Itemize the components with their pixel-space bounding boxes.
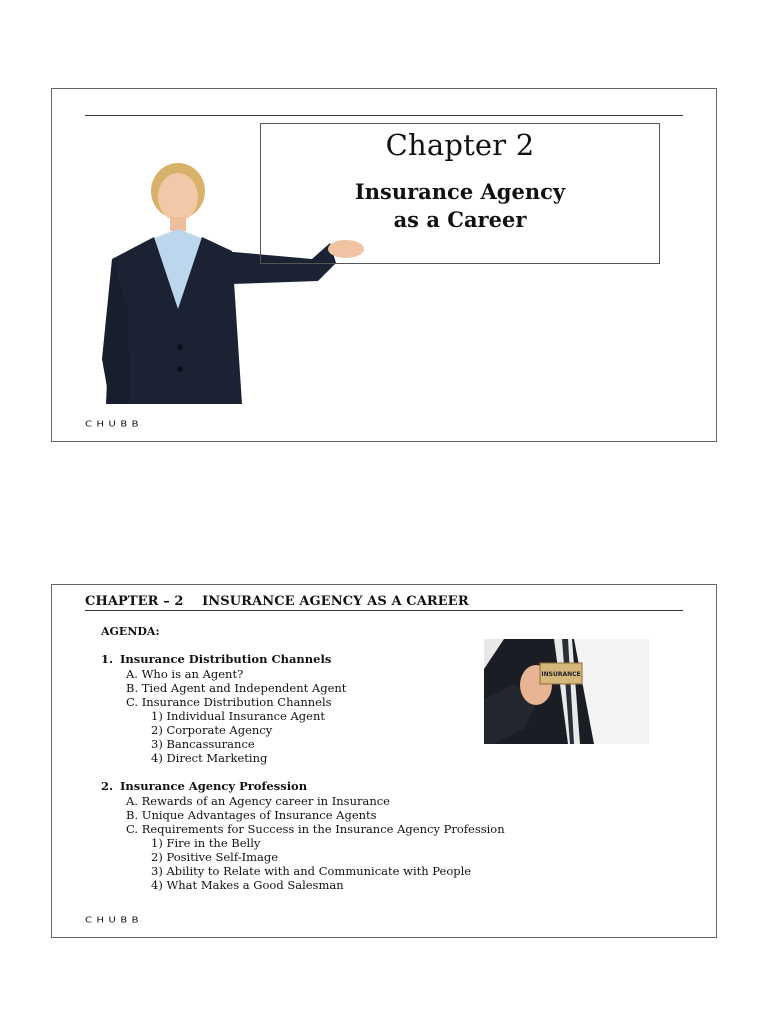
agenda-subsubitem: 4) Direct Marketing <box>151 751 268 765</box>
header-rule <box>85 610 683 611</box>
chapter-title: Chapter 2 <box>385 128 535 162</box>
chapter-subtitle-line-1: Insurance Agency <box>354 179 566 204</box>
header-rule <box>85 115 683 116</box>
chubb-logo: CHUBB <box>85 916 144 925</box>
card-text: INSURANCE <box>541 671 581 678</box>
agenda-subitem: A. Rewards of an Agency career in Insurance <box>126 794 390 808</box>
chapter-subtitle-line-2: as a Career <box>393 207 527 232</box>
agenda-subitem: C. Insurance Distribution Channels <box>126 695 332 709</box>
slide-header: CHAPTER – 2 INSURANCE AGENCY AS A CAREER <box>85 594 469 609</box>
agenda-subsubitem: 3) Bancassurance <box>151 737 255 751</box>
agenda-number: 2. <box>101 779 114 793</box>
chapter-title-box <box>260 123 660 264</box>
agenda-text: Insurance Agency Profession <box>120 779 308 793</box>
agenda-subitem: C. Requirements for Success in the Insurance Agency Profession <box>126 822 505 836</box>
agenda-number: 1. <box>101 652 114 666</box>
slide-2 <box>51 584 717 938</box>
hand-holding-card-icon <box>484 639 649 744</box>
agenda-subsubitem: 1) Individual Insurance Agent <box>151 709 325 723</box>
agenda-subitem: A. Who is an Agent? <box>126 667 244 681</box>
agenda-subitem: B. Unique Advantages of Insurance Agents <box>126 808 377 822</box>
agenda-text: Insurance Distribution Channels <box>120 652 332 666</box>
chapter-subtitle <box>261 178 659 234</box>
agenda-item <box>101 779 307 793</box>
agenda-subsubitem: 2) Positive Self-Image <box>151 850 279 864</box>
agenda-subsubitem: 3) Ability to Relate with and Communicate with People <box>151 864 472 878</box>
agenda-item <box>101 652 331 666</box>
slide-1 <box>51 88 717 442</box>
agenda-subsubitem: 4) What Makes a Good Salesman <box>151 878 344 892</box>
agenda-label: AGENDA: <box>101 625 160 638</box>
chubb-logo: CHUBB <box>85 420 144 429</box>
agenda-subsubitem: 2) Corporate Agency <box>151 723 273 737</box>
agenda-subsubitem: 1) Fire in the Belly <box>151 836 261 850</box>
agenda-subitem: B. Tied Agent and Independent Agent <box>126 681 347 695</box>
